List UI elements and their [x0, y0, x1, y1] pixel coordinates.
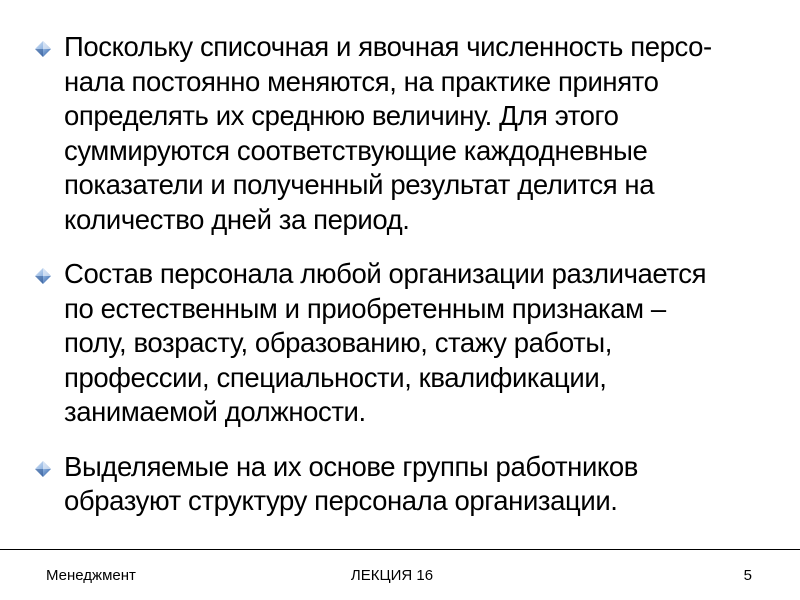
diamond-bullet-icon — [34, 267, 52, 285]
bullet-line: образуют структуру персонала организации. — [64, 485, 618, 516]
diamond-bullet-icon — [34, 40, 52, 58]
bullet-line: профессии, специальности, квалификации, — [64, 361, 607, 393]
bullet-item — [30, 257, 770, 430]
footer-lecture-title: ЛЕКЦИЯ 16 — [350, 567, 434, 584]
bullet-line: количество дней за период. — [64, 203, 410, 235]
bullet-line: полу, возрасту, образованию, стажу работы, — [64, 327, 612, 358]
bullet-item — [30, 450, 770, 519]
bullet-item — [30, 30, 770, 237]
slide-content — [30, 30, 770, 519]
bullet-line: занимаемой должности. — [64, 396, 366, 427]
bullet-line: Выделяемые на их основе группы работников — [64, 450, 638, 482]
bullet-line: Поскольку списочная и явочная численность персо- — [64, 31, 712, 62]
footer-divider — [0, 549, 800, 550]
bullet-line: нала постоянно меняются, на практике принято — [64, 65, 659, 97]
bullet-line: показатели и полученный результат делится на — [64, 169, 655, 200]
bullet-line: Состав персонала любой организации различается — [64, 258, 707, 289]
footer-course-title: Менеджмент — [46, 567, 136, 584]
footer-page-number: 5 — [743, 567, 752, 584]
bullet-line: определять их среднюю величину. Для этого — [64, 100, 619, 131]
bullet-line: по естественным и приобретенным признакам – — [64, 292, 666, 324]
bullet-line: суммируются соответствующие каждодневные — [64, 134, 648, 166]
diamond-bullet-icon — [34, 460, 52, 478]
